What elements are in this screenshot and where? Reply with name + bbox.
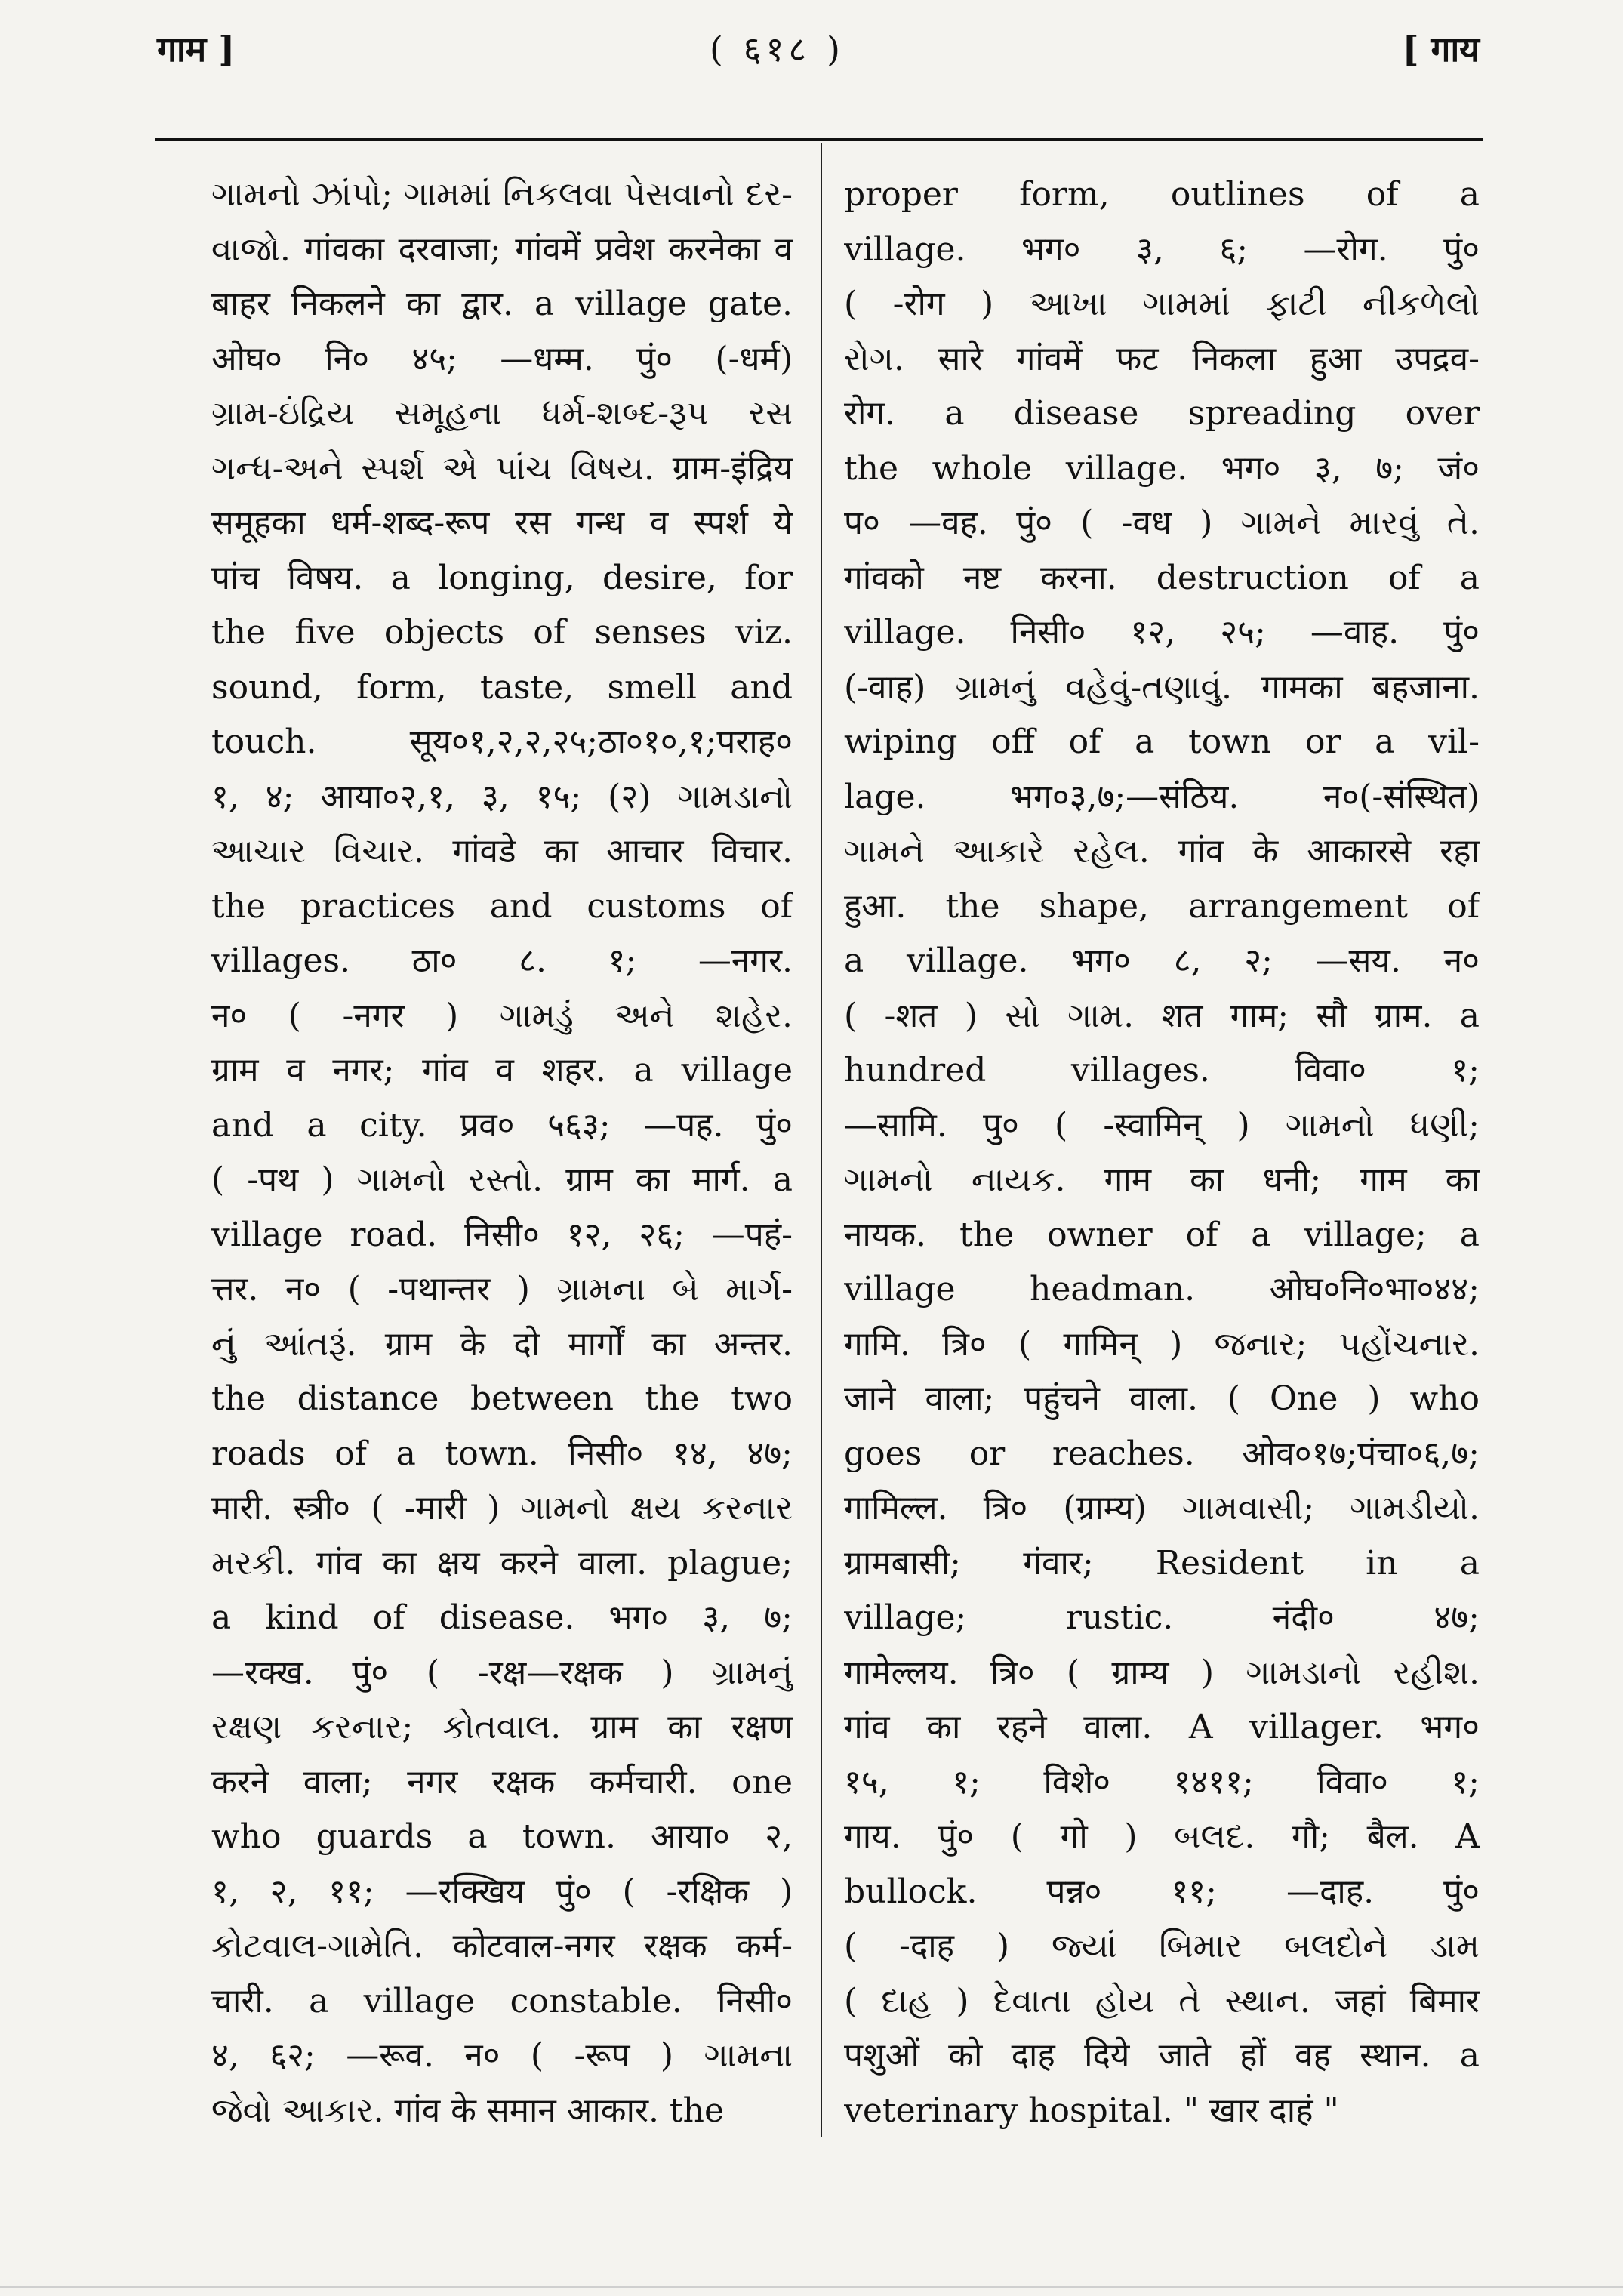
dictionary-line: veterinary hospital. " खार दाहं " — [844, 2091, 1339, 2130]
dictionary-line: बाहर निकलने का द्वार. a village gate. — [211, 285, 793, 323]
dictionary-line: village. निसी० १२, २५; —वाह. पुं० — [844, 613, 1480, 652]
dictionary-line: नायक. the owner of a village; a — [844, 1215, 1480, 1254]
dictionary-line: village. भग० ३, ६; —रोग. पुं० — [844, 230, 1480, 269]
dictionary-line: ( -रोग ) આખા ગામમાં ફાટી નીકળેલો — [844, 285, 1480, 323]
dictionary-line: કોટવાલ-ગામેતિ. कोटवाल-नगर रक्षक कर्म- — [211, 1927, 793, 1965]
dictionary-line: ग्राम व नगर; गांव व शहर. a village — [211, 1051, 793, 1089]
dictionary-line: villages. ठा० ८. १; —नगर. — [211, 942, 793, 980]
dictionary-line: गामि. त्रि० ( गामिन् ) જનાર; પહોંચનાર. — [844, 1324, 1480, 1364]
dictionary-line: a kind of disease. भग० ३, ७; — [211, 1598, 793, 1637]
dictionary-line: ગન્ધ-અને સ્પર્શ એ પાંચ વિષય. ग्राम-इंद्रिय — [211, 448, 793, 488]
dictionary-line: goes or reaches. ओव०१७;पंचा०६,७; — [844, 1434, 1480, 1473]
dictionary-line: —रक्ख. पुं० ( -रक्ष—रक्षक ) ગ્રામનું — [211, 1653, 793, 1692]
dictionary-line: १५, १; विशे० १४११; विवा० १; — [844, 1762, 1480, 1801]
dictionary-line: १, ४; आया०२,१, ३, १५; (२) ગામડાનો — [211, 777, 793, 816]
dictionary-line: गांव का रहने वाला. A villager. भग० — [844, 1708, 1480, 1746]
dictionary-line: ગામનો ઝાંપો; ગામમાં નિકલવા પેસવાનો દર- — [211, 175, 793, 214]
right-column — [844, 168, 1480, 2138]
dictionary-line: નું આંતરૂં. ग्राम के दो मार्गों का अन्तर. — [211, 1324, 793, 1364]
dictionary-line: રોગ. सारे गांवमें फट निकला हुआ उपद्रव- — [844, 339, 1480, 378]
dictionary-line: न० ( -नगर ) ગામડું અને શહેર. — [211, 996, 793, 1035]
dictionary-line: who guards a town. आया० २, — [211, 1817, 793, 1856]
dictionary-line: ( દાહ ) દેવાતા હોય તે સ્થાન. जहां बिमार — [844, 1981, 1480, 2020]
dictionary-line: पांच विषय. a longing, desire, for — [211, 558, 793, 597]
dictionary-line: મરકી. गांव का क्षय करने वाला. plague; — [211, 1543, 793, 1583]
dictionary-line: the practices and customs of — [211, 886, 793, 926]
dictionary-line: गाय. पुं० ( गो ) બલદ. गौ; बैल. A — [844, 1817, 1480, 1856]
dictionary-line: गामिल्ल. त्रि० (ग्राम्य) ગામવાસી; ગામડીયો. — [844, 1489, 1480, 1527]
header-right-guideword: [ गाय — [1402, 29, 1480, 69]
dictionary-line: જેવો આકાર. गांव के समान आकार. the — [211, 2091, 724, 2130]
dictionary-line: चारी. a village constable. निसी० — [211, 1981, 793, 2020]
dictionary-line: proper form, outlines of a — [844, 175, 1480, 214]
left-column — [211, 168, 793, 2138]
dictionary-line: गांवको नष्ट करना. destruction of a — [844, 558, 1480, 597]
dictionary-line: bullock. पन्न० ११; —दाह. पुं० — [844, 1872, 1480, 1911]
dictionary-line: प० —वह. पुं० ( -वध ) ગામને મારવું તે. — [844, 504, 1480, 542]
dictionary-line: ग्रामबासी; गंवार; Resident in a — [844, 1543, 1480, 1583]
dictionary-line: १, २, ११; —रक्खिय पुं० ( -रक्षिक ) — [211, 1872, 793, 1911]
dictionary-line: हुआ. the shape, arrangement of — [844, 886, 1480, 926]
dictionary-line: wiping off of a town or a vil- — [844, 723, 1480, 761]
header-rule — [155, 138, 1483, 141]
dictionary-line: village road. निसी० १२, २६; —पहं- — [211, 1215, 793, 1254]
dictionary-line: lage. भग०३,७;—संठिय. न०(-संस्थित) — [844, 777, 1480, 816]
dictionary-line: વાજો. गांवका दरवाजा; गांवमें प्रवेश करनेका व — [211, 230, 793, 269]
dictionary-line: touch. सूय०१,२,२,२५;ठा०१०,१;पराह० — [211, 723, 793, 761]
dictionary-line: ગામનો નાયક. गाम का धनी; गाम का — [844, 1160, 1480, 1199]
dictionary-line: hundred villages. विवा० १; — [844, 1051, 1480, 1089]
dictionary-line: roads of a town. निसी० १४, ४७; — [211, 1434, 793, 1473]
dictionary-line: ( -दाह ) જ્યાં બિમાર બલદોને ડામ — [844, 1927, 1480, 1965]
dictionary-line: (-वाह) ગ્રામનું વહેવું-તણાવું. गामका बहजाना. — [844, 667, 1480, 707]
dictionary-line: जाने वाला; पहुंचने वाला. ( One ) who — [844, 1379, 1480, 1418]
dictionary-line: पशुओं को दाह दिये जाते हों वह स्थान. a — [844, 2036, 1480, 2075]
dictionary-line: मारी. स्त्री० ( -मारी ) ગામનો ક્ષય કરનાર — [211, 1489, 793, 1527]
dictionary-line: रोग. a disease spreading over — [844, 394, 1480, 433]
dictionary-line: the five objects of senses viz. — [211, 613, 793, 652]
page-number: ( ६१८ ) — [710, 29, 845, 69]
dictionary-line: and a city. प्रव० ५६३; —पह. पुं० — [211, 1105, 793, 1145]
column-divider — [821, 143, 822, 2137]
dictionary-line: ओघ० नि० ४५; —धम्म. पुं० (-धर्म) — [211, 339, 793, 378]
dictionary-line: રક્ષણ કરનાર; કોતવાલ. ग्राम का रक्षण — [211, 1708, 793, 1746]
dictionary-line: village headman. ओघ०नि०भा०४४; — [844, 1270, 1480, 1308]
dictionary-line: समूहका धर्म-शब्द-रूप रस गन्ध व स्पर्श ये — [211, 504, 793, 542]
dictionary-line: गामेल्लय. त्रि० ( ग्राम्य ) ગામડાનો રહીશ. — [844, 1653, 1480, 1692]
dictionary-line: sound, form, taste, smell and — [211, 667, 793, 707]
dictionary-line: આચાર વિચાર. गांवडे का आचार विचार. — [211, 832, 793, 871]
dictionary-line: ગામને આકારે રહેલ. गांव के आकारसे रहा — [844, 832, 1480, 871]
dictionary-line: a village. भग० ८, २; —सय. न० — [844, 942, 1480, 980]
header-left-guideword: गाम ] — [157, 29, 236, 69]
page-bottom-edge — [0, 2286, 1623, 2288]
dictionary-line: village; rustic. नंदी० ४७; — [844, 1598, 1480, 1637]
dictionary-line: ગ્રામ-ઇંદ્રિય સમૂહના ધર્મ-શબ્દ-રૂપ રસ — [211, 394, 793, 433]
dictionary-line: ४, ६२; —रूव. न० ( -रूप ) ગામના — [211, 2036, 793, 2075]
dictionary-line: त्तर. न० ( -पथान्तर ) ગ્રામના બે માર્ગ- — [211, 1270, 793, 1308]
dictionary-line: ( -पथ ) ગામનો રસ્તો. ग्राम का मार्ग. a — [211, 1160, 793, 1199]
dictionary-line: ( -शत ) સો ગામ. शत गाम; सौ ग्राम. a — [844, 996, 1480, 1035]
dictionary-line: —सामि. पु० ( -स्वामिन् ) ગામનો ધણી; — [844, 1105, 1480, 1145]
dictionary-line: करने वाला; नगर रक्षक कर्मचारी. one — [211, 1762, 793, 1801]
dictionary-line: the distance between the two — [211, 1379, 793, 1418]
dictionary-line: the whole village. भग० ३, ७; जं० — [844, 448, 1480, 488]
